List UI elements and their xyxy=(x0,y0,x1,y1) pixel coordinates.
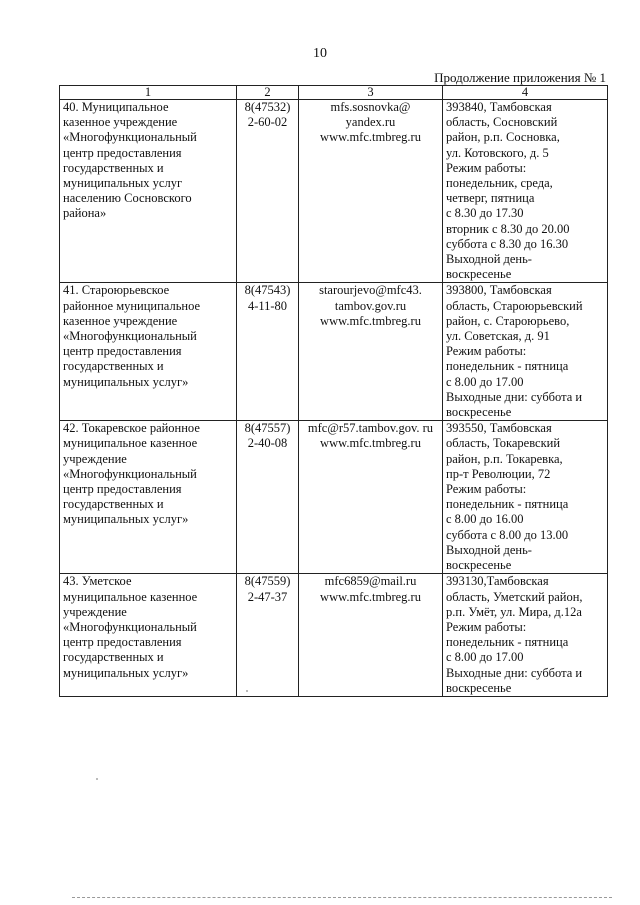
address-schedule: 393550, Тамбовская область, Токаревский район, р.п. Токаревка, пр-т Революции, 72 Режим работы: понедельник - пятница с 8.00 до 16.00 суббота с 8.00 до 13.00 Выходной день- воскресенье xyxy=(443,421,608,574)
table-row xyxy=(60,421,608,574)
address-schedule: 393130,Тамбовская область, Уметский район, р.п. Умёт, ул. Мира, д.12а Режим работы: понедельник - пятница с 8.00 до 17.00 Выходные дни: суббота и воскресенье xyxy=(443,574,608,697)
phone-number: 8(47543) 4-11-80 xyxy=(237,283,299,421)
address-schedule: 393840, Тамбовская область, Сосновский район, р.п. Сосновка, ул. Котовского, д. 5 Режим работы: понедельник, среда, четверг, пятница с 8.30 до 17.30 вторник с 8.30 до 20.00 суббота с 8.30 до 16.30 Выходной день- воскресенье xyxy=(443,100,608,283)
header-col-3: 3 xyxy=(299,86,443,100)
contacts: mfc@r57.tambov.gov. ru www.mfc.tmbreg.ru xyxy=(299,421,443,574)
continuation-label: Продолжение приложения № 1 xyxy=(434,70,606,85)
table-row xyxy=(60,283,608,421)
scan-speck xyxy=(246,690,248,692)
contacts: mfc6859@mail.ru www.mfc.tmbreg.ru xyxy=(299,574,443,697)
institution-name: 43. Уметское муниципальное казенное учреждение «Многофункциональный центр предоставления государственных и муниципальных услуг» xyxy=(60,574,237,697)
phone-number: 8(47557) 2-40-08 xyxy=(237,421,299,574)
institution-name: 41. Староюрьевское районное муниципальное казенное учреждение «Многофункциональный центр предоставления государственных и муниципальных услуг» xyxy=(60,283,237,421)
address-schedule: 393800, Тамбовская область, Староюрьевский район, с. Староюрьево, ул. Советская, д. 91 Режим работы: понедельник - пятница с 8.00 до 17.00 Выходные дни: суббота и воскресенье xyxy=(443,283,608,421)
phone-number: 8(47559) 2-47-37 xyxy=(237,574,299,697)
institution-name: 40. Муниципальное казенное учреждение «Многофункциональный центр предоставления государственных и муниципальных услуг населению Сосновского района» xyxy=(60,100,237,283)
institution-name: 42. Токаревское районное муниципальное казенное учреждение «Многофункциональный центр предоставления государственных и муниципальных услуг» xyxy=(60,421,237,574)
header-row xyxy=(60,86,608,100)
phone-number: 8(47532) 2-60-02 xyxy=(237,100,299,283)
contacts: starourjevo@mfc43. tambov.gov.ru www.mfc.tmbreg.ru xyxy=(299,283,443,421)
mfc-table xyxy=(59,85,608,697)
scan-artifact-line xyxy=(72,897,612,898)
table-row xyxy=(60,100,608,283)
header-col-4: 4 xyxy=(443,86,608,100)
header-col-2: 2 xyxy=(237,86,299,100)
scan-speck xyxy=(96,778,98,780)
header-col-1: 1 xyxy=(60,86,237,100)
page-number: 10 xyxy=(313,46,327,61)
contacts: mfs.sosnovka@ yandex.ru www.mfc.tmbreg.ru xyxy=(299,100,443,283)
table-row xyxy=(60,574,608,697)
